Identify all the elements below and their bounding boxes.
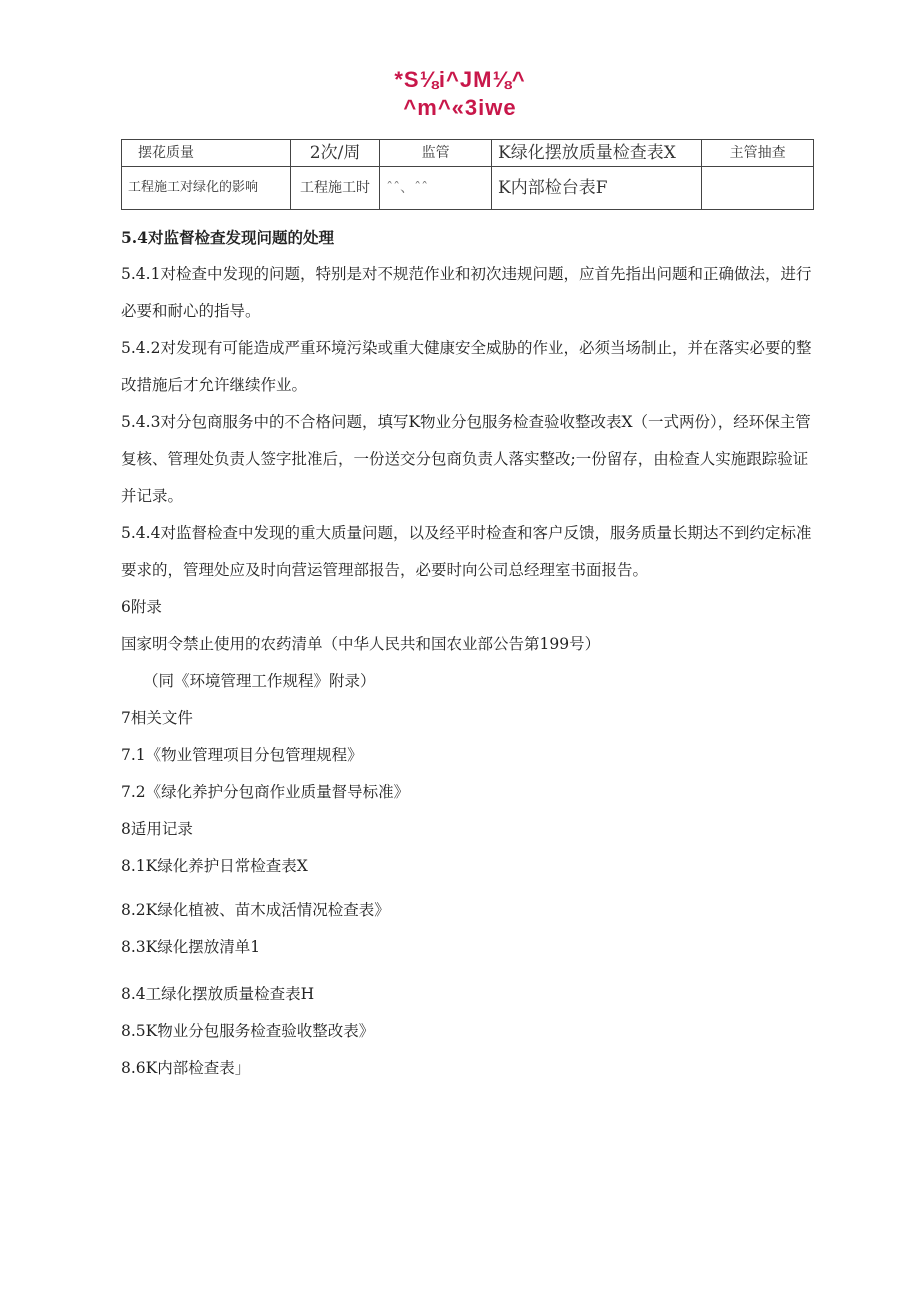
section-7-heading: 7相关文件 [121,709,193,727]
table-row [122,140,814,167]
record-item-1: 8.1K绿化养护日常检查表X [121,857,308,875]
table-cell: K绿化摆放质量检查表X [492,140,702,167]
record-item-2: 8.2K绿化植被、苗木成活情况检查表》 [121,901,390,919]
section-8-heading: 8适用记录 [121,820,193,838]
table-cell [702,167,814,210]
paragraph-5-4-1: 5.4.1对检查中发现的问题，特别是对不规范作业和初次违规问题，应首先指出问题和正确做法，进行必要和耐心的指导。 [121,265,812,320]
table-cell: K内部检台表F [492,167,702,210]
appendix-line-1: 国家明令禁止使用的农药清单（中华人民共和国农业部公告第199号） [121,635,601,653]
table-cell: 监管 [380,140,492,167]
table-cell: ˆˆ、ˆˆ [380,167,492,210]
paragraph-5-4-2: 5.4.2对发现有可能造成严重环境污染或重大健康安全威胁的作业，必须当场制止，并在落实必要的整改措施后才允许继续作业。 [121,339,812,394]
section-5-4-heading: 5.4对监督检查发现问题的处理 [121,228,334,247]
related-doc-2: 7.2《绿化养护分包商作业质量督导标准》 [121,783,410,801]
table-cell: 主管抽查 [702,140,814,167]
record-item-6: 8.6K内部检查表」 [121,1059,251,1077]
record-item-4: 8.4工绿化摆放质量检查表H [121,985,315,1003]
table-cell: 摆花质量 [122,140,291,167]
paragraph-5-4-4: 5.4.4对监督检查中发现的重大质量问题，以及经平时检查和客户反馈，服务质量长期达不到约定标准要求的，管理处应及时向营运管理部报告，必要时向公司总经理室书面报告。 [121,524,812,579]
table-cell: 2次/周 [290,140,379,167]
document-body [121,219,821,1087]
record-item-3: 8.3K绿化摆放清单1 [121,938,261,956]
header-line-1: *S⅛i^JM⅛^ [394,67,526,92]
table-row [122,167,814,210]
section-6-heading: 6附录 [121,598,162,616]
appendix-line-2: （同《环境管理工作规程》附录） [143,672,376,690]
table-cell: 工程施工对绿化的影响 [122,167,291,210]
inspection-table [121,139,814,210]
header-line-2: ^m^«3iwe [403,95,517,120]
document-header [0,66,920,122]
paragraph-5-4-3: 5.4.3对分包商服务中的不合格问题，填写K物业分包服务检查验收整改表X（一式两份），经环保主管复核、管理处负责人签字批准后，一份送交分包商负责人落实整改;一份留存，由检查人实施跟踪验证并记录。 [121,413,811,505]
record-item-5: 8.5K物业分包服务检查验收整改表》 [121,1022,375,1040]
related-doc-1: 7.1《物业管理项目分包管理规程》 [121,746,363,764]
table-cell: 工程施工时 [290,167,379,210]
